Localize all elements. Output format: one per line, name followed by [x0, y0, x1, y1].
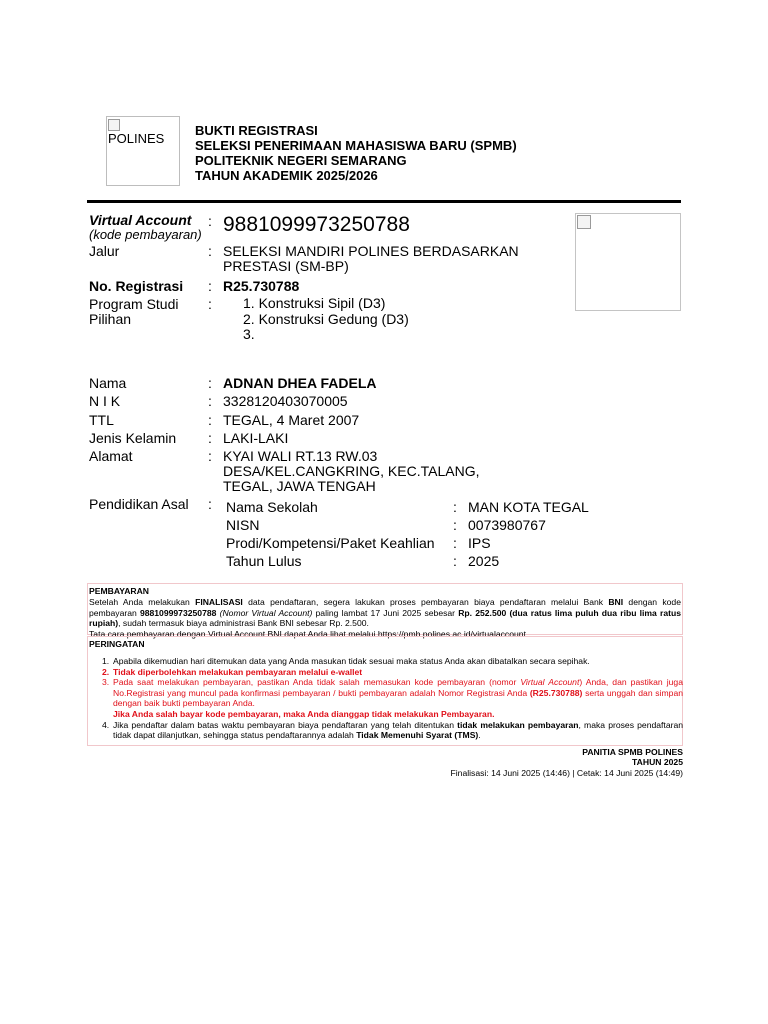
va-label: Virtual Account	[89, 212, 192, 228]
jalur-value-line2: PRESTASI (SM-BP)	[223, 258, 349, 274]
colon: :	[208, 448, 212, 464]
broken-image-icon	[577, 215, 591, 229]
warning-item: 1. Apabila dikemudian hari ditemukan data yang Anda masukan tidak sesuai maka status Anda akan dibatalkan secara sepihak.	[102, 656, 590, 666]
program-item: 3.	[243, 326, 255, 342]
payment-instructions: Setelah Anda melakukan FINALISASI data pendaftaran, segera lakukan proses pembayaran biaya pendaftaran melalui Bank BNI dengan kode pembayaran 9881099973250788 (Nomor Virtual Account) paling lambat 17 Juni 2025 sebesar Rp. 252.500 (dua ratus lima puluh dua ribu lima ratus rupiah), sudah termasuk biaya administrasi Bank BNI sebesar Rp. 2.500. Tata cara pembayaran dengan Virtual Account BNI dapat Anda lihat melalui https://pmb.polines.ac.id/virtualaccount.	[89, 597, 681, 639]
graduation-year-label: Tahun Lulus	[226, 553, 302, 569]
school-name-value: MAN KOTA TEGAL	[468, 499, 589, 515]
colon: :	[208, 296, 212, 312]
colon: :	[453, 517, 457, 533]
warning-item: 2. Tidak diperbolehkan melakukan pembayaran melalui e-wallet	[102, 666, 363, 677]
nisn-label: NISN	[226, 517, 260, 533]
polines-logo	[106, 116, 180, 186]
applicant-photo	[575, 213, 681, 311]
ttl-label: TTL	[89, 412, 114, 428]
colon: :	[208, 243, 212, 259]
nik-label: N I K	[89, 393, 121, 409]
selection-title: SELEKSI PENERIMAAN MAHASISWA BARU (SPMB)	[195, 138, 517, 153]
warning-item: 4. Jika pendaftar dalam batas waktu pembayaran biaya pendaftaran yang telah ditentukan tidak melakukan pembayaran, maka proses pendaftaran tidak dapat dilanjutkan, sehingga status pendaftarannya adalah Tidak Memenuhi Syarat (TMS).	[102, 719, 684, 741]
warning-list	[102, 656, 684, 741]
logo-alt-text: POLINES	[108, 131, 165, 146]
colon: :	[453, 499, 457, 515]
alamat-line2: DESA/KEL.CANGKRING, KEC.TALANG,	[223, 463, 480, 479]
gender-value: LAKI-LAKI	[223, 430, 289, 446]
va-number: 9881099973250788	[223, 213, 410, 236]
nama-label: Nama	[89, 375, 127, 391]
nik-value: 3328120403070005	[223, 393, 348, 409]
warning-title: PERINGATAN	[89, 639, 145, 649]
pendidikan-label: Pendidikan Asal	[89, 496, 189, 512]
program-list	[243, 296, 409, 343]
alamat-label: Alamat	[89, 448, 133, 464]
nisn-value: 0073980767	[468, 517, 546, 533]
colon: :	[208, 375, 212, 391]
timestamps: Finalisasi: 14 Juni 2025 (14:46) | Cetak: 14 Juni 2025 (14:49)	[450, 768, 683, 778]
gender-label: Jenis Kelamin	[89, 430, 177, 446]
colon: :	[453, 535, 457, 551]
institution-name: POLITEKNIK NEGERI SEMARANG	[195, 153, 407, 168]
colon: :	[453, 553, 457, 569]
payment-title: PEMBAYARAN	[89, 586, 150, 596]
prodi-value: IPS	[468, 535, 491, 551]
document-title: BUKTI REGISTRASI	[195, 123, 318, 138]
committee-year: TAHUN 2025	[632, 757, 683, 767]
academic-year: TAHUN AKADEMIK 2025/2026	[195, 168, 378, 183]
program-item: 1. Konstruksi Sipil (D3)	[243, 295, 386, 311]
program-label: Program Studi	[89, 296, 179, 312]
warning-item: 3. Pada saat melakukan pembayaran, pastikan Anda tidak salah memasukan kode pembayaran (nomor Virtual Account) Anda, dan pastikan juga No.Registrasi yang muncul pada konfirmasi pembayaran / bukti pembayaran adalah Nomor Registrasi Anda (R25.730788) serta unggah dan simpan dengan baik bukti pembayaran Anda. Jika Anda salah bayar kode pembayaran, maka Anda dianggap tidak melakukan Pembayaran.	[102, 677, 684, 719]
prodi-label: Prodi/Kompetensi/Paket Keahlian	[226, 535, 435, 551]
broken-image-icon	[108, 119, 120, 131]
ttl-value: TEGAL, 4 Maret 2007	[223, 412, 360, 428]
graduation-year-value: 2025	[468, 553, 500, 569]
payment-guide-text: Tata cara pembayaran dengan Virtual Account BNI dapat Anda lihat melalui https://pmb.polines.ac.id/virtualaccount.	[89, 628, 529, 639]
colon: :	[208, 213, 212, 229]
noreg-label: No. Registrasi	[89, 278, 184, 294]
header-divider	[87, 200, 681, 203]
colon: :	[208, 278, 212, 294]
colon: :	[208, 412, 212, 428]
noreg-value: R25.730788	[223, 278, 300, 294]
committee-name: PANITIA SPMB POLINES	[582, 747, 683, 757]
colon: :	[208, 393, 212, 409]
alamat-line3: TEGAL, JAWA TENGAH	[223, 478, 376, 494]
program-label-2: Pilihan	[89, 311, 132, 327]
va-sublabel: (kode pembayaran)	[89, 227, 202, 242]
colon: :	[208, 496, 212, 512]
jalur-label: Jalur	[89, 243, 120, 259]
alamat-line1: KYAI WALI RT.13 RW.03	[223, 448, 378, 464]
school-name-label: Nama Sekolah	[226, 499, 318, 515]
nama-value: ADNAN DHEA FADELA	[223, 375, 377, 391]
jalur-value-line1: SELEKSI MANDIRI POLINES BERDASARKAN	[223, 243, 519, 259]
colon: :	[208, 430, 212, 446]
program-item: 2. Konstruksi Gedung (D3)	[243, 310, 409, 327]
